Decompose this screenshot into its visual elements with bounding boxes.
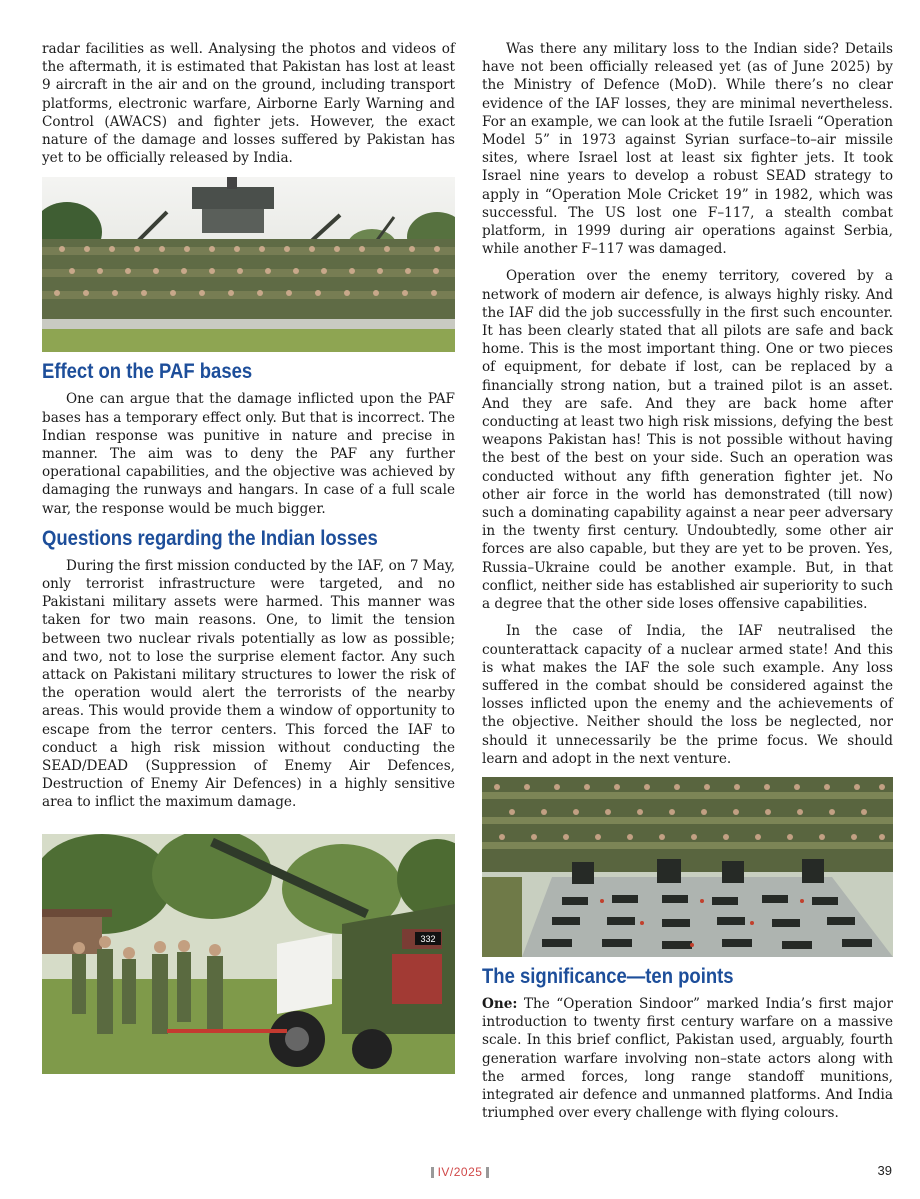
footer-issue <box>0 1165 920 1179</box>
page-number: 39 <box>877 1163 892 1178</box>
heading-questions-indian-losses: Questions regarding the Indian losses <box>42 526 378 550</box>
paragraph-military-loss: Was there any military loss to the Indian side? Details have not been officially released yet (as of June 2025) by the Ministry of Defence (MoD). While there’s no clear evidence of the IAF losses, they are minimal nevertheless. For an example, we can look at the futile Israeli “Operation Model 5” in 1973 against Syrian surface–to–air missile sites, where Israel lost at least six fighter jets. It took Israel nine years to develop a robust SEAD strategy to apply in “Operation Mole Cricket 19” in 1982, which was successful. The US lost one F–117, a stealth combat platform, in 1999 during air operations against Serbia, while another F–117 was damaged. <box>482 41 893 258</box>
photo-troops-group <box>42 177 455 352</box>
paragraph-india-case: In the case of India, the IAF neutralised the counterattack capacity of a nuclear armed state! And this is what makes the IAF the sole such example. Any loss suffered in the combat should be considered against the losses inflicted upon the enemy and the achievements of the objective. Neither should the loss be neglected, nor should it unnecessarily be the prime focus. We should learn and adopt in the next venture. <box>482 623 893 767</box>
heading-effect-on-paf-bases: Effect on the PAF bases <box>42 360 253 384</box>
footer-bar-left <box>431 1167 434 1178</box>
paragraph-intro: radar facilities as well. Analysing the photos and videos of the aftermath, it is estimated that Pakistan has lost at least 9 aircraft in the air and on the ground, including transport platforms, electronic warfare, Airborne Early Warning and Control (AWACS) and fighter jets. However, the exact nature of the damage and losses suffered by Pakistan has yet to be officially released by India. <box>42 41 455 167</box>
point-one-label: One: <box>482 995 518 1012</box>
left-column <box>42 40 455 1082</box>
gun-marking-text: 332 <box>420 933 436 944</box>
paragraph-effect: One can argue that the damage inflicted upon the PAF bases has a temporary effect only. But that is incorrect. The Indian response was punitive in nature and precise in manner. The aim was to deny the PAF any further operational capabilities, and the objective was achieved by damaging the runways and hangars. In case of a full scale war, the response would be much bigger. <box>42 391 455 517</box>
footer-bar-right <box>486 1167 489 1178</box>
right-column <box>482 40 893 1131</box>
photo-troops-with-drones <box>482 777 893 957</box>
heading-significance-ten-points: The significance—ten points <box>482 964 734 988</box>
photo-anti-aircraft-gun <box>42 834 455 1074</box>
footer-issue-text: IV/2025 <box>437 1165 483 1179</box>
paragraph-point-one <box>482 995 893 1122</box>
point-one-text: The “Operation Sindoor” marked India’s first major introduction to twenty first century warfare on a massive scale. In this brief conflict, Pakistan used, arguably, fourth generation warfare involving non–state actors along with the armed forces, long range standoff munitions, integrated air defence and unmanned platforms. And India triumphed over every challenge with flying colours. <box>482 995 893 1122</box>
paragraph-operation-risk: Operation over the enemy territory, covered by a network of modern air defence, is always highly risky. And the IAF did the job successfully in the first such encounter. It has been clearly stated that all pilots are safe and back home. This is the most important thing. One or two pieces of equipment, for debate if lost, can be replaced by a financially strong nation, but a trained pilot is an asset. And they are safe. And they are back home after conducting at least two high risk missions, defying the best weapons Pakistan has! This is not possible without having the best of the best on your side. Such an operation was conducted without any fifth generation fighter jet. No other air force in the world has demonstrated (till now) such a dominating capability against a near peer adversary in the twenty first century. Undoubtedly, some other air forces are also capable, but they are yet to be proven. Yes, Russia–Ukraine could be another example. But, in that conflict, neither side has established air superiority to such a degree that the other side loses offensive capabilities. <box>482 268 893 613</box>
paragraph-questions: During the first mission conducted by the IAF, on 7 May, only terrorist infrastructure were targeted, and no Pakistani military assets were harmed. This manner was taken for two main reasons. One, to limit the tension between two nuclear rivals potentially as low as possible; and two, not to lose the surprise element factor. Any such attack on Pakistani military structures to lower the risk of the operation would alert the terrorists of the nearby areas. This would provide them a window of opportunity to escape from the terror centers. This forced the IAF to conduct a high risk mission without conducting the SEAD/DEAD (Suppression of Enemy Air Defences, Destruction of Enemy Air Defences) in a highly sensitive area to inflict the maximum damage. <box>42 557 456 811</box>
